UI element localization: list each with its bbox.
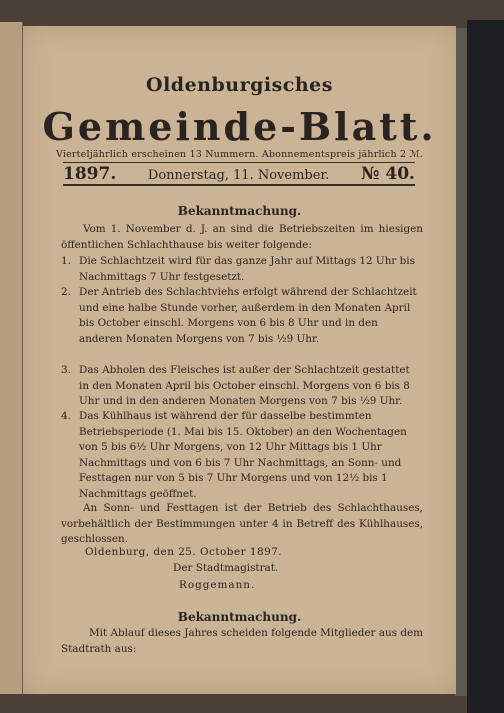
notice2-heading: Bekanntmachung. (177, 610, 302, 624)
newspaper-page (23, 26, 456, 694)
notice1-item (61, 254, 422, 285)
book-spine (455, 28, 467, 696)
masthead-title-top: Oldenburgisches (146, 74, 333, 96)
adjacent-page-edge (0, 22, 23, 694)
item-text: Die Schlachtzeit wird für das ganze Jahr auf Mittags 12 Uhr bis Nachmittags 7 Uhr festgesetzt. (79, 255, 415, 283)
item-text: Das Abholen des Fleisches ist außer der Schlachtzeit gestattet in den Monaten April bis October einschl. Morgens von 6 bis 8 Uhr und in den anderen Monaten Morgens von 7 bis ½9 Uhr. (79, 364, 410, 408)
item-text: Das Kühlhaus ist während der für dasselbe bestimmten Betriebsperiode (1. Mai bis 15. Oktober) an den Wochentagen von 5 bis 6½ Uhr Morgens, von 12 Uhr Mittags bis 1 Uhr Nachmittags und von 6 bis 7 Uhr Nachmittags, an Sonn- und Festtagen nur von 5 bis 7 Uhr Morgens und von 12½ bis 1 Nachmittags geöffnet. (79, 410, 407, 500)
notice1-item (61, 363, 422, 410)
masthead-subtitle: Vierteljährlich erscheinen 13 Nummern. Abonnementspreis jährlich 2 ℳ. (55, 149, 424, 160)
item-text: Der Antrieb des Schlachtviehs erfolgt während der Schlachtzeit und eine halbe Stunde vorher, außerdem in den Monaten April bis October einschl. Morgens von 6 bis 8 Uhr und in den anderen Monaten Morgens von 7 bis ½9 Uhr. (79, 286, 417, 345)
notice1-authority: Der Stadtmagistrat. (173, 562, 279, 574)
masthead-rule-top (63, 162, 415, 163)
notice1-place-date: Oldenburg, den 25. October 1897. (85, 546, 283, 558)
item-number: 1. (61, 255, 71, 267)
item-number: 4. (61, 410, 71, 422)
notice1-heading: Bekanntmachung. (177, 204, 302, 218)
notice1-item (61, 285, 422, 347)
notice2-text: Mit Ablauf dieses Jahres scheiden folgende Mitglieder aus dem Stadtrath aus: (61, 627, 423, 655)
notice1-intro: Vom 1. November d. J. an sind die Betriebszeiten im hiesigen öffentlichen Schlachthause bis weiter folgende: (61, 223, 423, 251)
notice1-item (61, 409, 422, 503)
issue-year: 1897. (63, 164, 117, 184)
notice1-closing: An Sonn- und Festtagen ist der Betrieb des Schlachthauses, vorbehältlich der Bestimmungen unter 4 in Betreff des Kühlhauses, geschlossen. (61, 502, 423, 546)
issue-date: Donnerstag, 11. November. (147, 168, 330, 183)
notice1-signature: Roggemann. (179, 579, 256, 591)
issue-number: № 40. (361, 164, 415, 184)
masthead-rule-bottom (63, 184, 415, 186)
masthead-title-main: Gemeinde-Blatt. (42, 104, 437, 149)
binding-edge (467, 20, 504, 713)
dateline (63, 164, 415, 184)
item-number: 2. (61, 286, 71, 298)
item-number: 3. (61, 364, 71, 376)
